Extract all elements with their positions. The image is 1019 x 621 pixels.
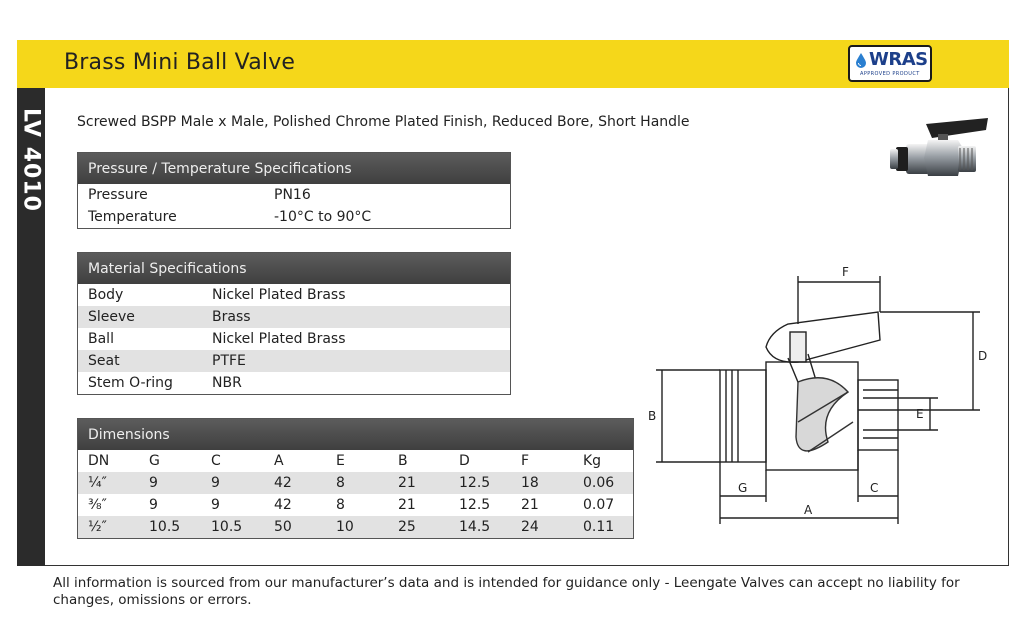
column-header: F — [521, 453, 530, 469]
table-cell: 21 — [398, 497, 416, 513]
row-value: Brass — [212, 309, 251, 325]
table-row — [78, 372, 510, 394]
drawing-label-c: C — [870, 481, 879, 495]
table-row — [78, 284, 510, 306]
product-description: Screwed BSPP Male x Male, Polished Chrome Plated Finish, Reduced Bore, Short Handle — [77, 114, 690, 130]
table-cell: 9 — [211, 497, 220, 513]
row-value: -10°C to 90°C — [274, 209, 372, 225]
table-cell: 8 — [336, 475, 345, 491]
drawing-label-b: B — [648, 409, 657, 423]
table-row — [78, 494, 633, 516]
table-cell: 14.5 — [459, 519, 491, 535]
table-cell: 8 — [336, 497, 345, 513]
row-label: Ball — [88, 331, 114, 347]
table-row — [78, 206, 510, 228]
table-cell: 12.5 — [459, 475, 491, 491]
row-value: NBR — [212, 375, 242, 391]
disclaimer-footer: All information is sourced from our manufacturer’s data and is intended for guidance only - Leengate Valves can accept no liability for changes, omissions or errors. — [53, 575, 960, 608]
drawing-label-g: G — [738, 481, 748, 495]
column-header: G — [149, 453, 160, 469]
table-cell: 10.5 — [149, 519, 181, 535]
table-row — [78, 472, 633, 494]
table-cell: 0.11 — [583, 519, 615, 535]
pressure-temperature-table — [77, 152, 511, 229]
table-cell: 12.5 — [459, 497, 491, 513]
row-value: Nickel Plated Brass — [212, 331, 346, 347]
table-cell: 0.06 — [583, 475, 615, 491]
row-label: Sleeve — [88, 309, 135, 325]
row-label: Seat — [88, 353, 120, 369]
column-header: E — [336, 453, 345, 469]
drawing-label-d: D — [978, 349, 988, 363]
table-heading: Dimensions — [78, 419, 633, 450]
row-label: Temperature — [88, 209, 177, 225]
product-code: LV 4010 — [18, 108, 44, 212]
drawing-label-a: A — [804, 503, 813, 517]
column-header: C — [211, 453, 221, 469]
table-cell: 10 — [336, 519, 354, 535]
table-cell: 9 — [149, 497, 158, 513]
table-cell: ½″ — [88, 519, 107, 535]
dimensions-table — [77, 418, 634, 539]
row-label: Body — [88, 287, 124, 303]
table-cell: 21 — [398, 475, 416, 491]
wras-badge — [848, 45, 932, 82]
table-row — [78, 350, 510, 372]
table-row — [78, 184, 510, 206]
table-cell: 25 — [398, 519, 416, 535]
table-cell: 21 — [521, 497, 539, 513]
table-row — [78, 516, 633, 538]
material-table — [77, 252, 511, 395]
table-cell: 9 — [211, 475, 220, 491]
table-cell: 9 — [149, 475, 158, 491]
column-header: DN — [88, 453, 110, 469]
table-row — [78, 306, 510, 328]
wras-badge-text: WRAS — [869, 49, 928, 70]
table-cell: 10.5 — [211, 519, 243, 535]
table-header-row — [78, 450, 633, 472]
dimension-drawing — [648, 262, 993, 527]
row-value: Nickel Plated Brass — [212, 287, 346, 303]
table-cell: ⅜″ — [88, 497, 107, 513]
drawing-label-e: E — [916, 407, 924, 421]
table-heading: Material Specifications — [78, 253, 510, 284]
table-cell: 42 — [274, 497, 292, 513]
table-heading: Pressure / Temperature Specifications — [78, 153, 510, 184]
valve-photo — [886, 110, 991, 190]
column-header: D — [459, 453, 470, 469]
row-label: Stem O-ring — [88, 375, 173, 391]
table-cell: 24 — [521, 519, 539, 535]
table-cell: ¼″ — [88, 475, 107, 491]
column-header: Kg — [583, 453, 602, 469]
table-cell: 18 — [521, 475, 539, 491]
table-cell: 42 — [274, 475, 292, 491]
row-label: Pressure — [88, 187, 148, 203]
water-drop-icon — [855, 52, 867, 68]
column-header: A — [274, 453, 284, 469]
row-value: PN16 — [274, 187, 311, 203]
row-value: PTFE — [212, 353, 246, 369]
column-header: B — [398, 453, 408, 469]
table-row — [78, 328, 510, 350]
page-title: Brass Mini Ball Valve — [64, 50, 296, 75]
table-cell: 0.07 — [583, 497, 615, 513]
drawing-label-f: F — [842, 265, 849, 279]
table-cell: 50 — [274, 519, 292, 535]
wras-badge-subtext: APPROVED PRODUCT — [860, 71, 920, 77]
